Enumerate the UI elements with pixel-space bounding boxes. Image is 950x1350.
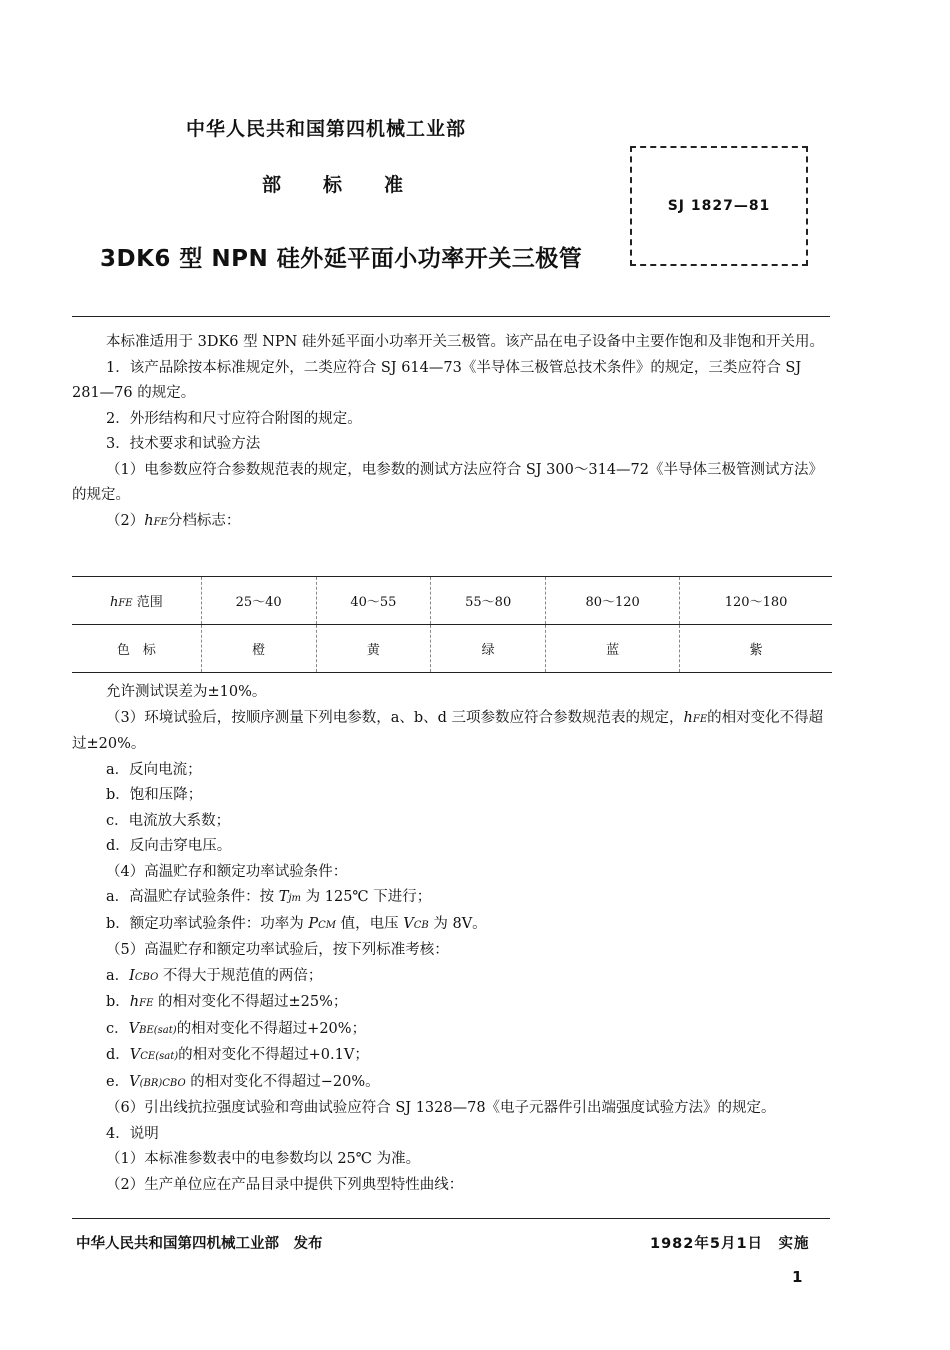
table-row	[72, 577, 832, 625]
clause-4: 4．说明	[106, 1125, 159, 1142]
clause-2: 2．外形结构和尺寸应符合附图的规定。	[106, 410, 362, 427]
intro-paragraph: 本标准适用于 3DK6 型 NPN 硅外延平面小功率开关三极管。该产品在电子设备中主要作饱和及非饱和开关用。	[106, 334, 824, 350]
body-section-1	[72, 330, 832, 535]
ministry-name: 中华人民共和国第四机械工业部	[186, 118, 467, 140]
standard-code-box	[630, 146, 808, 266]
standard-code: SJ 1827—81	[667, 198, 771, 214]
table-cell: 25～40	[201, 577, 316, 625]
table-cell: 绿	[431, 625, 546, 673]
list-item: d．VCE(sat)的相对变化不得超过+0.1V；	[106, 1047, 369, 1063]
hfe-grading-table	[72, 576, 832, 673]
clause-1: 1．该产品除按本标准规定外，二类应符合 SJ 614—73《半导体三极管总技术条件》的规定，三类应符合 SJ 281—76 的规定。	[72, 359, 802, 401]
table-row	[72, 625, 832, 673]
list-item: a．反向电流；	[106, 761, 202, 778]
table-cell: 40～55	[316, 577, 431, 625]
clause-3-6: （6）引出线抗拉强度试验和弯曲试验应符合 SJ 1328—78《电子元器件引出端强度试验方法》的规定。	[106, 1100, 776, 1116]
clause-3-2: （2）hFE分档标志：	[106, 512, 241, 529]
clause-4-2: （2）生产单位应在产品目录中提供下列典型特性曲线：	[106, 1176, 464, 1193]
list-item: d．反向击穿电压。	[106, 838, 232, 854]
table-header-cell: hFE 范围	[72, 577, 201, 625]
table-cell: 橙	[201, 625, 316, 673]
document-title: 3DK6 型 NPN 硅外延平面小功率开关三极管	[100, 246, 583, 272]
page-number: 1	[792, 1268, 803, 1286]
table-cell: 120～180	[680, 577, 832, 625]
list-item: a．ICBO 不得大于规范值的两倍；	[106, 967, 323, 984]
table-cell: 80～120	[546, 577, 680, 625]
list-item: c．电流放大系数；	[106, 812, 231, 829]
standard-label: 部 标 准	[262, 174, 404, 196]
clause-3: 3．技术要求和试验方法	[106, 436, 261, 452]
body-section-2	[72, 680, 832, 1198]
footer-divider	[72, 1218, 830, 1219]
clause-3-4: （4）高温贮存和额定功率试验条件：	[106, 863, 348, 880]
table-header-cell: 色 标	[72, 625, 201, 673]
clause-3-1: （1）电参数应符合参数规范表的规定，电参数的测试方法应符合 SJ 300～314—72《半导体三极管测试方法》的规定。	[72, 461, 823, 503]
table-cell: 紫	[680, 625, 832, 673]
list-item: b．饱和压降；	[106, 787, 203, 803]
list-item: e．V(BR)CBO 的相对变化不得超过−20%。	[106, 1073, 380, 1090]
publisher: 中华人民共和国第四机械工业部 发布	[76, 1236, 323, 1252]
header-divider	[72, 316, 830, 317]
effective-date: 1982年5月1日 实施	[650, 1236, 810, 1252]
tolerance-note: 允许测试误差为±10%。	[106, 684, 267, 700]
clause-3-5: （5）高温贮存和额定功率试验后，按下列标准考核：	[106, 942, 449, 958]
table-cell: 55～80	[431, 577, 546, 625]
table-cell: 蓝	[546, 625, 680, 673]
list-item: b．hFE 的相对变化不得超过±25%；	[106, 994, 348, 1010]
clause-3-3: （3）环境试验后，按顺序测量下列电参数，a、b、d 三项参数应符合参数规范表的规定，hFE的相对变化不得超过±20%。	[72, 709, 824, 752]
table-cell: 黄	[316, 625, 431, 673]
list-item: c．VBE(sat)的相对变化不得超过+20%；	[106, 1020, 367, 1037]
list-item: a．高温贮存试验条件：按 Tjm 为 125℃ 下进行；	[106, 889, 432, 905]
clause-4-1: （1）本标准参数表中的电参数均以 25℃ 为准。	[106, 1151, 421, 1167]
list-item: b．额定功率试验条件：功率为 PCM 值，电压 VCB 为 8V。	[106, 915, 487, 932]
